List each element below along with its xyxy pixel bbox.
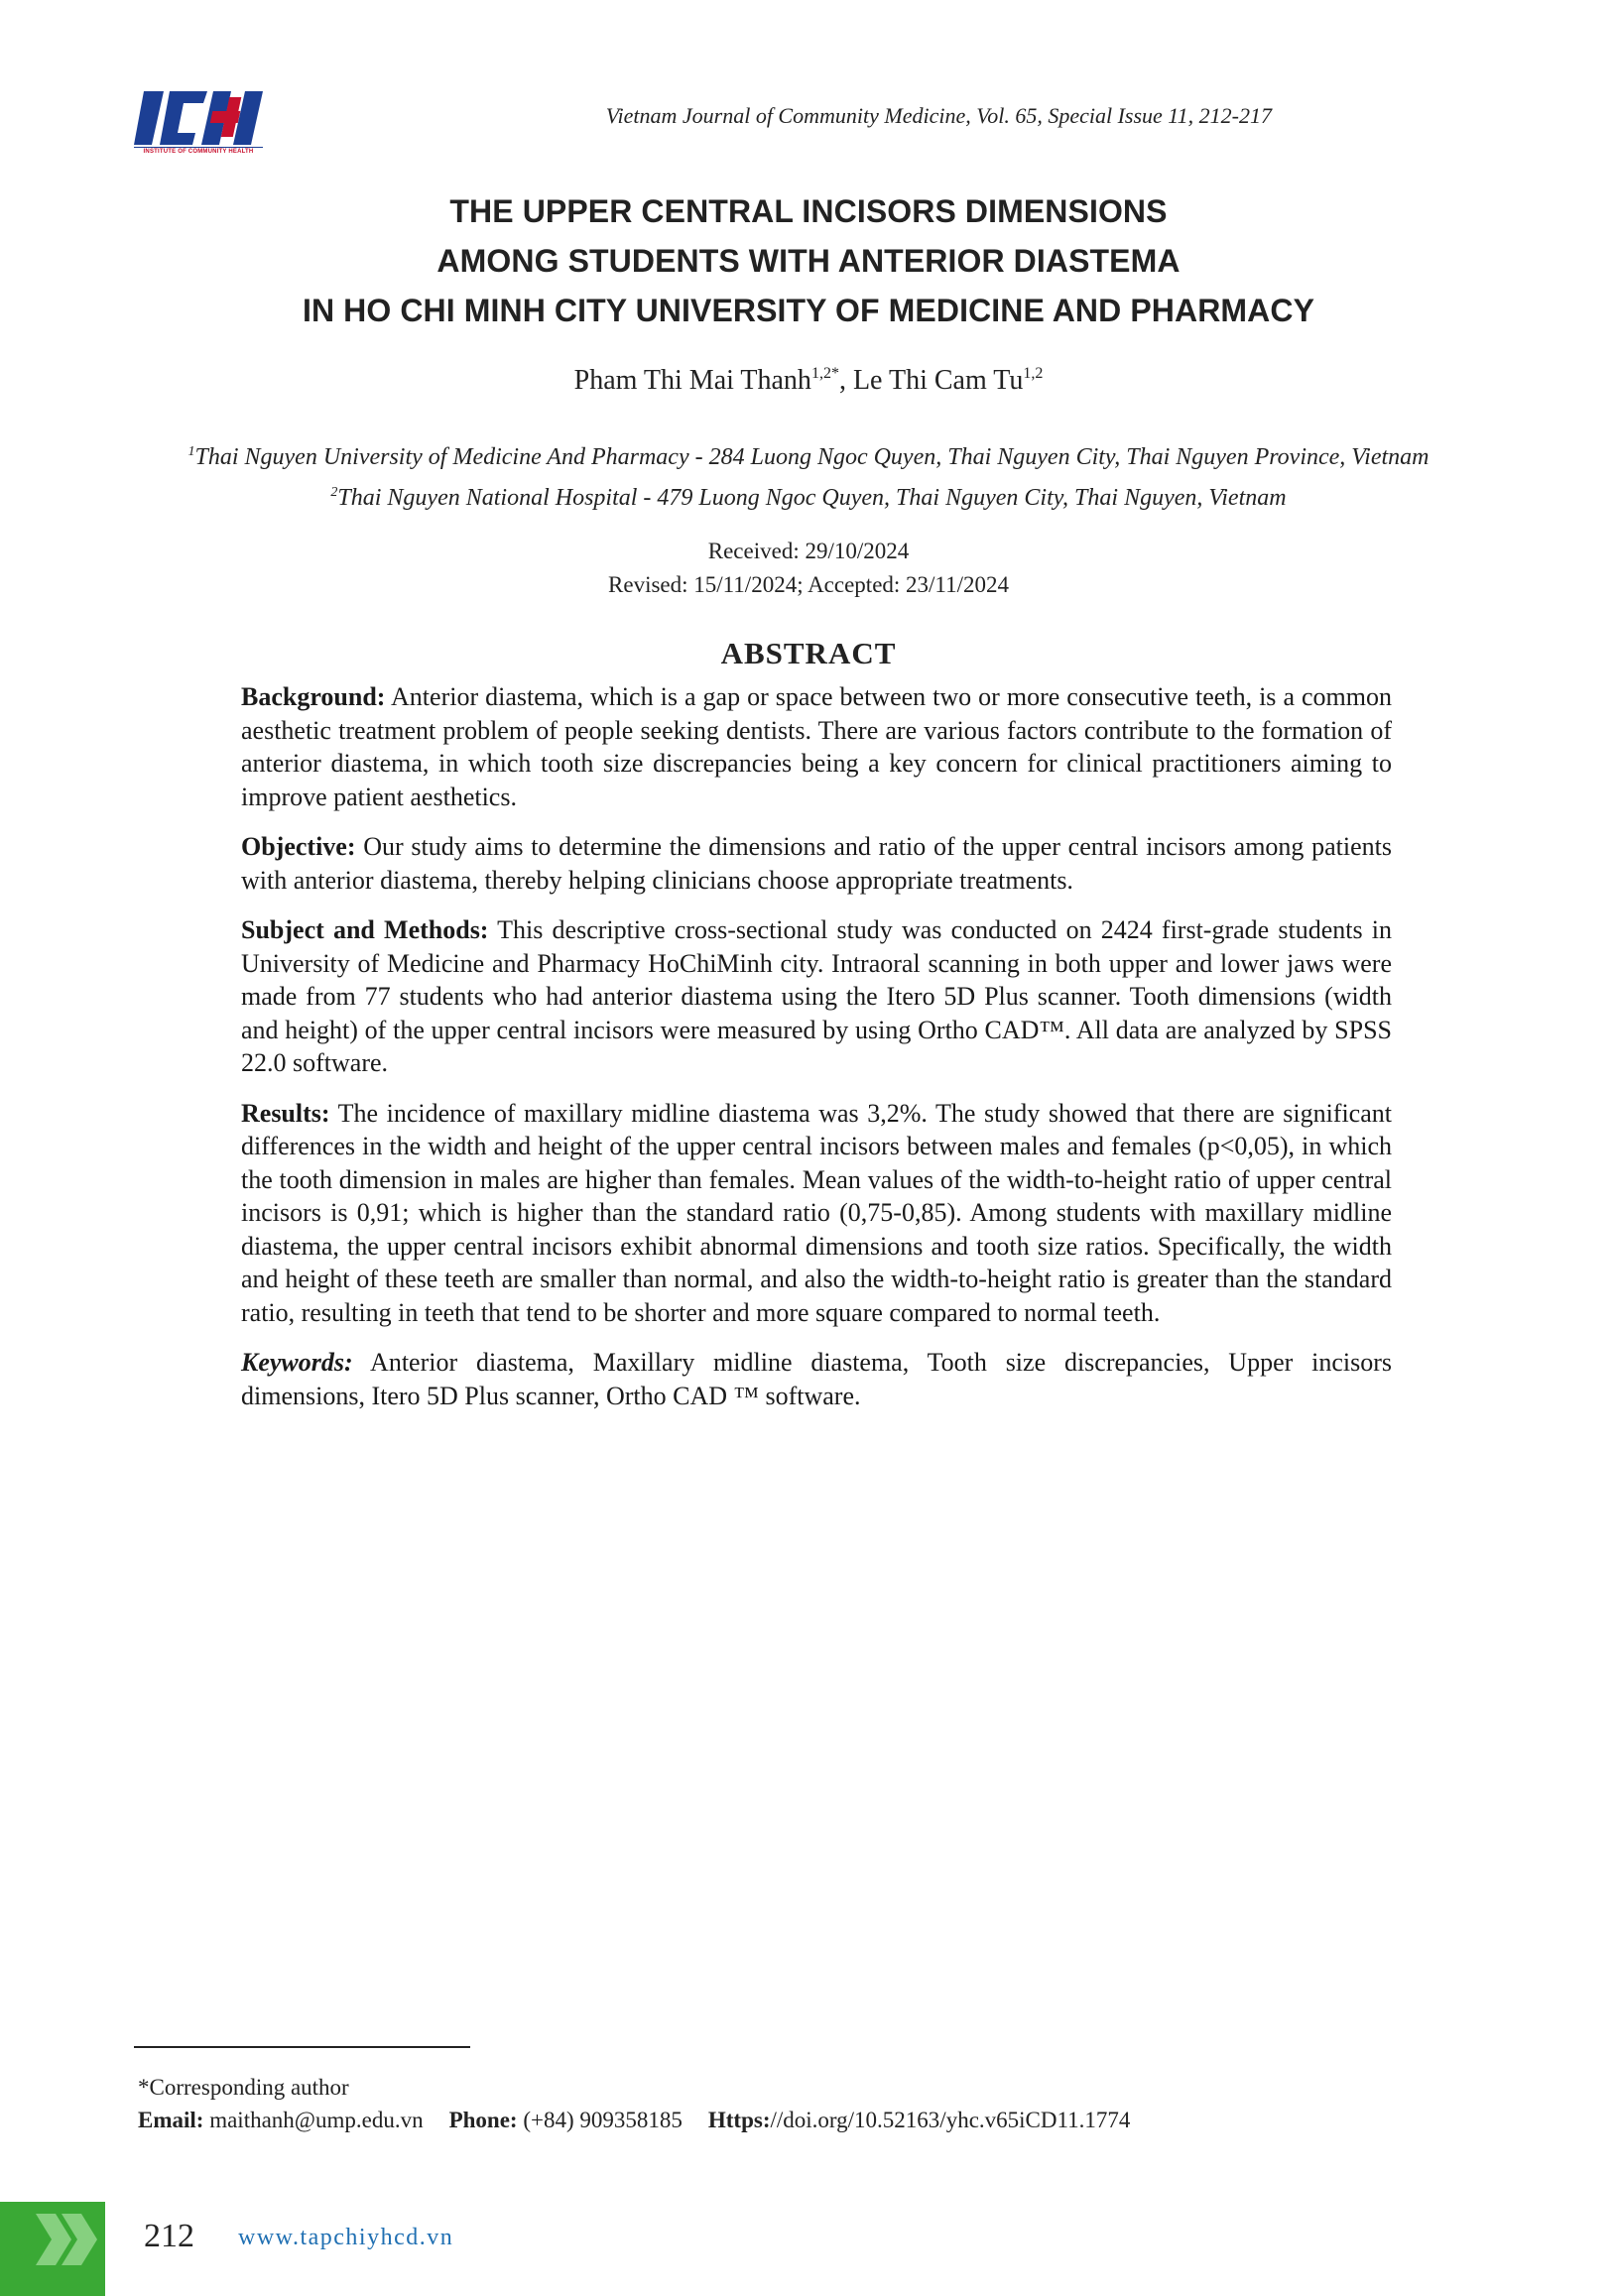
abstract-methods xyxy=(241,913,1392,1080)
affiliation-line xyxy=(0,475,1617,516)
article-title xyxy=(0,186,1617,335)
affiliation-marker: 2 xyxy=(330,485,338,500)
abstract-body xyxy=(241,680,1392,1429)
title-line: THE UPPER CENTRAL INCISORS DIMENSIONS xyxy=(449,193,1168,229)
keywords-label: Keywords: xyxy=(241,1348,353,1377)
methods-label: Subject and Methods: xyxy=(241,915,489,944)
affiliations xyxy=(0,434,1617,516)
abstract-heading: ABSTRACT xyxy=(720,636,897,670)
abstract-results xyxy=(241,1097,1392,1330)
affiliation-marker: 1 xyxy=(187,444,195,459)
results-text: The incidence of maxillary midline diastema was 3,2%. The study showed that there are significant differences in the width and height of the upper central incisors between males and females (p<0,05), in which the tooth dimension in males are higher than females. Mean values of the width-to-height ratio of upper central incisors is 0,91; which is higher than the standard ratio (0,75-0,85). Among students with maxillary midline diastema, the upper central incisors exhibit abnormal dimensions and tooth size ratios. Specifically, the width and height of these teeth are smaller than normal, and also the width-to-height ratio is greater than the standard ratio, resulting in teeth that tend to be shorter and more square compared to normal teeth. xyxy=(241,1098,1392,1327)
abstract-keywords xyxy=(241,1346,1392,1412)
affiliation-text: Thai Nguyen National Hospital - 479 Luong Ngoc Quyen, Thai Nguyen City, Thai Nguyen, Vietnam xyxy=(337,485,1287,511)
logo-caption: INSTITUTE OF COMMUNITY HEALTH xyxy=(134,147,263,155)
methods-text: This descriptive cross-sectional study was conducted on 2424 first-grade students in University of Medicine and Pharmacy HoChiMinh city. Intraoral scanning in both upper and lower jaws were made from 77 students who had anterior diastema using the Itero 5D Plus scanner. Tooth dimensions (width and height) of the upper central incisors were measured by using Ortho CAD™. All data are analyzed by SPSS 22.0 software. xyxy=(241,915,1392,1077)
author-separator: , xyxy=(838,365,853,396)
results-label: Results: xyxy=(241,1098,330,1128)
objective-text: Our study aims to determine the dimensions and ratio of the upper central incisors among patients with anterior diastema, thereby helping clinicians choose appropriate treatments. xyxy=(241,832,1392,895)
abstract-objective xyxy=(241,830,1392,897)
footnote-divider xyxy=(134,2046,470,2048)
phone-value: (+84) 909358185 xyxy=(517,2108,683,2132)
journal-citation: Vietnam Journal of Community Medicine, Vol. 65, Special Issue 11, 212-217 xyxy=(605,103,1272,128)
email-label: Email: xyxy=(138,2108,204,2132)
affiliation-text: Thai Nguyen University of Medicine And Pharmacy - 284 Luong Ngoc Quyen, Thai Nguyen City, Thai Nguyen Province, Vietnam xyxy=(194,444,1430,470)
background-label: Background: xyxy=(241,682,386,711)
email-value[interactable]: maithanh@ump.edu.vn xyxy=(203,2108,424,2132)
page-number: 212 xyxy=(144,2218,194,2254)
background-text: Anterior diastema, which is a gap or space between two or more consecutive teeth, is a common aesthetic treatment problem of people seeking dentists. There are various factors contribute to the formation of anterior diastema, in which tooth size discrepancies being a key concern for clinical practitioners aiming to improve patient aesthetics. xyxy=(241,682,1392,811)
corresponding-author-note: *Corresponding author xyxy=(138,2075,349,2100)
contact-line xyxy=(138,2108,1130,2133)
abstract-background xyxy=(241,680,1392,813)
revised-accepted-date: Revised: 15/11/2024; Accepted: 23/11/2024 xyxy=(608,572,1009,597)
author-name: Pham Thi Mai Thanh xyxy=(573,365,811,396)
journal-website-link[interactable]: www.tapchiyhcd.vn xyxy=(238,2225,454,2250)
author-name: Le Thi Cam Tu xyxy=(852,365,1024,396)
author-affiliation-marker: 1,2* xyxy=(810,365,839,382)
doi-label: Https: xyxy=(707,2108,771,2132)
author-affiliation-marker: 1,2 xyxy=(1023,365,1044,382)
affiliation-line xyxy=(0,434,1617,475)
page-tab xyxy=(0,2202,105,2296)
objective-label: Objective: xyxy=(241,832,356,861)
received-date: Received: 29/10/2024 xyxy=(707,539,910,563)
author-list xyxy=(0,365,1617,397)
double-chevron-icon xyxy=(0,2202,105,2296)
doi-link[interactable]: //doi.org/10.52163/yhc.v65iCD11.1774 xyxy=(770,2108,1131,2132)
phone-label: Phone: xyxy=(448,2108,518,2132)
keywords-text: Anterior diastema, Maxillary midline diastema, Tooth size discrepancies, Upper incisors dimensions, Itero 5D Plus scanner, Ortho CAD ™ software. xyxy=(241,1348,1392,1410)
article-dates xyxy=(0,535,1617,602)
title-line: AMONG STUDENTS WITH ANTERIOR DIASTEMA xyxy=(436,243,1181,279)
title-line: IN HO CHI MINH CITY UNIVERSITY OF MEDICINE AND PHARMACY xyxy=(302,293,1315,328)
